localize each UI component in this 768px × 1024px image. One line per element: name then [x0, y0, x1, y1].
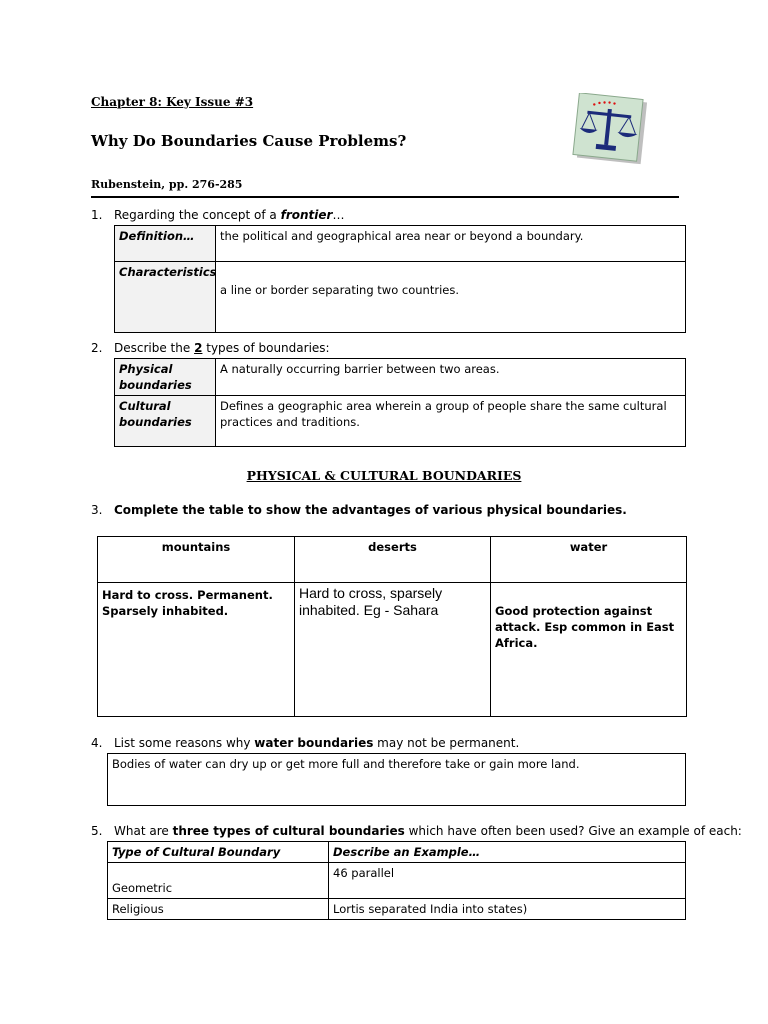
table-row: [115, 396, 686, 447]
deserts-answer[interactable]: [295, 583, 491, 717]
example-religious[interactable]: Lortis separated India into states): [329, 899, 686, 920]
physical-boundaries-table: [97, 536, 687, 717]
q2-prefix: Describe the: [114, 341, 195, 355]
page-title: Why Do Boundaries Cause Problems?: [91, 132, 407, 150]
table-row: [98, 537, 687, 583]
table-row: [108, 842, 686, 863]
q1-prefix: Regarding the concept of a: [114, 208, 281, 222]
q5-number: 5.: [91, 824, 103, 838]
table-row: [115, 226, 686, 262]
table-row: [115, 359, 686, 396]
cultural-boundaries-answer[interactable]: Defines a geographic area wherein a group of people share the same cultural practices and traditions.: [216, 396, 686, 447]
q2-suffix: types of boundaries:: [202, 341, 330, 355]
water-boundaries-answer[interactable]: Bodies of water can dry up or get more full and therefore take or gain more land.: [108, 754, 686, 806]
type-geometric[interactable]: Geometric: [108, 863, 329, 899]
characteristics-label: Characteristics: [115, 262, 216, 333]
q5-prompt: [114, 824, 742, 838]
table-row: [108, 754, 686, 806]
q2-emphasis: 2: [194, 341, 203, 355]
q5-emphasis: three types of cultural boundaries: [172, 824, 405, 838]
water-answer-text: Good protection against attack. Esp common in East Africa.: [495, 604, 675, 650]
frontier-table: [114, 225, 686, 333]
q5-suffix: which have often been used? Give an example of each:: [404, 824, 742, 838]
section-heading: PHYSICAL & CULTURAL BOUNDARIES: [246, 468, 522, 483]
definition-answer[interactable]: the political and geographical area near or beyond a boundary.: [216, 226, 686, 262]
q4-emphasis: water boundaries: [254, 736, 374, 750]
header-type: Type of Cultural Boundary: [108, 842, 329, 863]
characteristics-answer[interactable]: [216, 262, 686, 333]
chapter-label: Chapter 8: Key Issue #3: [91, 95, 254, 109]
q4-prefix: List some reasons why: [114, 736, 255, 750]
header-example: Describe an Example…: [329, 842, 686, 863]
deserts-answer-text: Hard to cross, sparsely inhabited. Eg - Sahara: [299, 585, 443, 618]
mountains-answer[interactable]: [98, 583, 295, 717]
scales-of-justice-icon: [568, 93, 650, 168]
cultural-boundaries-label: Cultural boundaries: [115, 396, 216, 447]
q5-prefix: What are: [114, 824, 173, 838]
header-deserts: deserts: [295, 537, 491, 583]
q3-emphasis: advantages of various physical boundaries: [331, 503, 623, 517]
table-row: [98, 583, 687, 717]
q1-suffix: …: [332, 208, 345, 222]
q1-emphasis: frontier: [280, 208, 333, 222]
physical-boundaries-label: Physical boundaries: [115, 359, 216, 396]
boundary-types-table: [114, 358, 686, 447]
q3-suffix: .: [622, 503, 627, 517]
q4-number: 4.: [91, 736, 103, 750]
cultural-boundaries-table: [107, 841, 686, 920]
water-boundaries-table: [107, 753, 686, 806]
q2-number: 2.: [91, 341, 103, 355]
physical-boundaries-answer[interactable]: A naturally occurring barrier between two areas.: [216, 359, 686, 396]
q1-prompt: [114, 208, 344, 222]
table-row: [108, 899, 686, 920]
q3-number: 3.: [91, 503, 103, 517]
q4-suffix: may not be permanent.: [373, 736, 520, 750]
characteristics-answer-text: a line or border separating two countries.: [220, 283, 459, 297]
type-religious[interactable]: Religious: [108, 899, 329, 920]
table-row: [108, 863, 686, 899]
water-answer[interactable]: [491, 583, 687, 717]
q4-prompt: [114, 736, 519, 750]
q3-prompt: [114, 503, 627, 517]
table-row: [115, 262, 686, 333]
header-mountains: mountains: [98, 537, 295, 583]
source-reference: Rubenstein, pp. 276-285: [91, 178, 243, 191]
q1-number: 1.: [91, 208, 103, 222]
mountains-answer-text: Hard to cross. Permanent. Sparsely inhabited.: [102, 588, 273, 618]
definition-label: Definition…: [115, 226, 216, 262]
q3-prefix: Complete the table to show the: [114, 503, 332, 517]
example-geometric[interactable]: 46 parallel: [329, 863, 686, 899]
header-divider: [91, 196, 679, 198]
q2-prompt: [114, 341, 330, 355]
header-water: water: [491, 537, 687, 583]
